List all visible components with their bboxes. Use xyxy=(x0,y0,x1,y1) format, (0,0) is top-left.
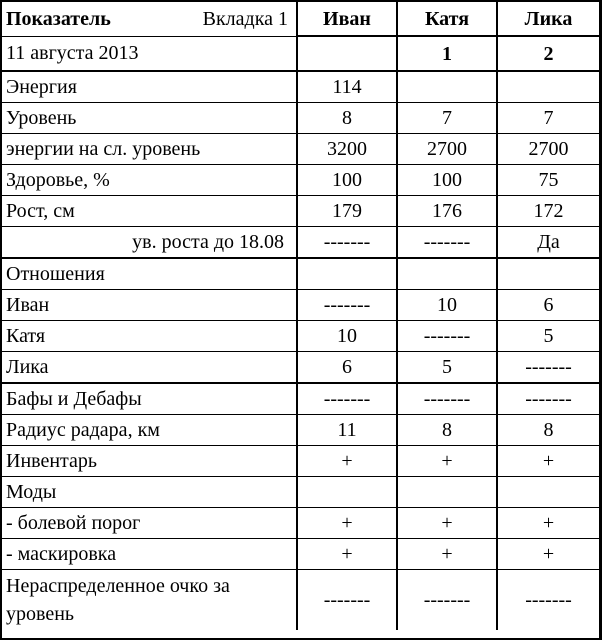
cell-inventory-lika: + xyxy=(497,446,599,477)
cell-height-increase-katya: ------- xyxy=(397,227,497,259)
cell-level-ivan: 8 xyxy=(297,103,397,134)
row-label-height: Рост, см xyxy=(2,196,297,227)
column-header-ivan: Иван xyxy=(297,2,397,36)
cell-health-ivan: 100 xyxy=(297,165,397,196)
cell-unallocated-ivan: ------- xyxy=(297,570,397,631)
cell-camouflage-lika: + xyxy=(497,539,599,570)
cell-relations-lika xyxy=(497,258,599,290)
cell-rel-katya-ivan: 10 xyxy=(297,321,397,352)
cell-height-increase-lika: Да xyxy=(497,227,599,259)
cell-mods-katya xyxy=(397,477,497,508)
cell-pain-ivan: + xyxy=(297,508,397,539)
cell-mods-ivan xyxy=(297,477,397,508)
cell-level-lika: 7 xyxy=(497,103,599,134)
cell-height-ivan: 179 xyxy=(297,196,397,227)
cell-radar-katya: 8 xyxy=(397,415,497,446)
row-label-mods: Моды xyxy=(2,477,297,508)
cell-energy-ivan: 114 xyxy=(297,71,397,103)
row-label-level: Уровень xyxy=(2,103,297,134)
row-label-energy: Энергия xyxy=(2,71,297,103)
cell-level-katya: 7 xyxy=(397,103,497,134)
row-label-next-level-energy: энергии на сл. уровень xyxy=(2,134,297,165)
cell-buffs-ivan: ------- xyxy=(297,383,397,415)
header-date: 11 августа 2013 xyxy=(2,36,297,71)
cell-rel-katya-lika: 5 xyxy=(497,321,599,352)
cell-height-increase-ivan: ------- xyxy=(297,227,397,259)
cell-radar-ivan: 11 xyxy=(297,415,397,446)
row-label-height-increase: ув. роста до 18.08 xyxy=(2,227,297,259)
cell-buffs-katya: ------- xyxy=(397,383,497,415)
cell-health-lika: 75 xyxy=(497,165,599,196)
cell-unallocated-lika: ------- xyxy=(497,570,599,631)
cell-health-katya: 100 xyxy=(397,165,497,196)
row-label-rel-katya: Катя xyxy=(2,321,297,352)
row-label-pain-threshold: - болевой порог xyxy=(2,508,297,539)
cell-unallocated-katya: ------- xyxy=(397,570,497,631)
row-label-camouflage: - маскировка xyxy=(2,539,297,570)
column-number-ivan xyxy=(297,36,397,71)
indicator-header: Показатель xyxy=(6,7,111,30)
cell-pain-lika: + xyxy=(497,508,599,539)
cell-pain-katya: + xyxy=(397,508,497,539)
column-header-lika: Лика xyxy=(497,2,599,36)
column-number-lika: 2 xyxy=(497,36,599,71)
cell-rel-ivan-lika: 6 xyxy=(497,290,599,321)
cell-height-katya: 176 xyxy=(397,196,497,227)
cell-next-level-katya: 2700 xyxy=(397,134,497,165)
cell-rel-ivan-katya: 10 xyxy=(397,290,497,321)
cell-rel-katya-katya: ------- xyxy=(397,321,497,352)
cell-rel-lika-ivan: 6 xyxy=(297,352,397,384)
cell-energy-katya xyxy=(397,71,497,103)
cell-height-lika: 172 xyxy=(497,196,599,227)
cell-rel-ivan-ivan: ------- xyxy=(297,290,397,321)
cell-rel-lika-lika: ------- xyxy=(497,352,599,384)
cell-camouflage-ivan: + xyxy=(297,539,397,570)
cell-rel-lika-katya: 5 xyxy=(397,352,497,384)
cell-relations-katya xyxy=(397,258,497,290)
stats-table xyxy=(2,2,599,630)
tab-label: Вкладка 1 xyxy=(202,7,288,30)
cell-relations-ivan xyxy=(297,258,397,290)
column-header-katya: Катя xyxy=(397,2,497,36)
row-label-buffs: Бафы и Дебафы xyxy=(2,383,297,415)
row-label-relations: Отношения xyxy=(2,258,297,290)
cell-next-level-ivan: 3200 xyxy=(297,134,397,165)
cell-mods-lika xyxy=(497,477,599,508)
cell-buffs-lika: ------- xyxy=(497,383,599,415)
cell-radar-lika: 8 xyxy=(497,415,599,446)
column-number-katya: 1 xyxy=(397,36,497,71)
cell-next-level-lika: 2700 xyxy=(497,134,599,165)
cell-inventory-katya: + xyxy=(397,446,497,477)
row-label-health: Здоровье, % xyxy=(2,165,297,196)
row-label-rel-ivan: Иван xyxy=(2,290,297,321)
row-label-radar: Радиус радара, км xyxy=(2,415,297,446)
row-label-inventory: Инвентарь xyxy=(2,446,297,477)
cell-camouflage-katya: + xyxy=(397,539,497,570)
row-label-rel-lika: Лика xyxy=(2,352,297,384)
cell-inventory-ivan: + xyxy=(297,446,397,477)
cell-energy-lika xyxy=(497,71,599,103)
row-label-unallocated-point: Нераспределенное очко за уровень xyxy=(6,575,230,625)
header-title-cell xyxy=(2,2,297,36)
